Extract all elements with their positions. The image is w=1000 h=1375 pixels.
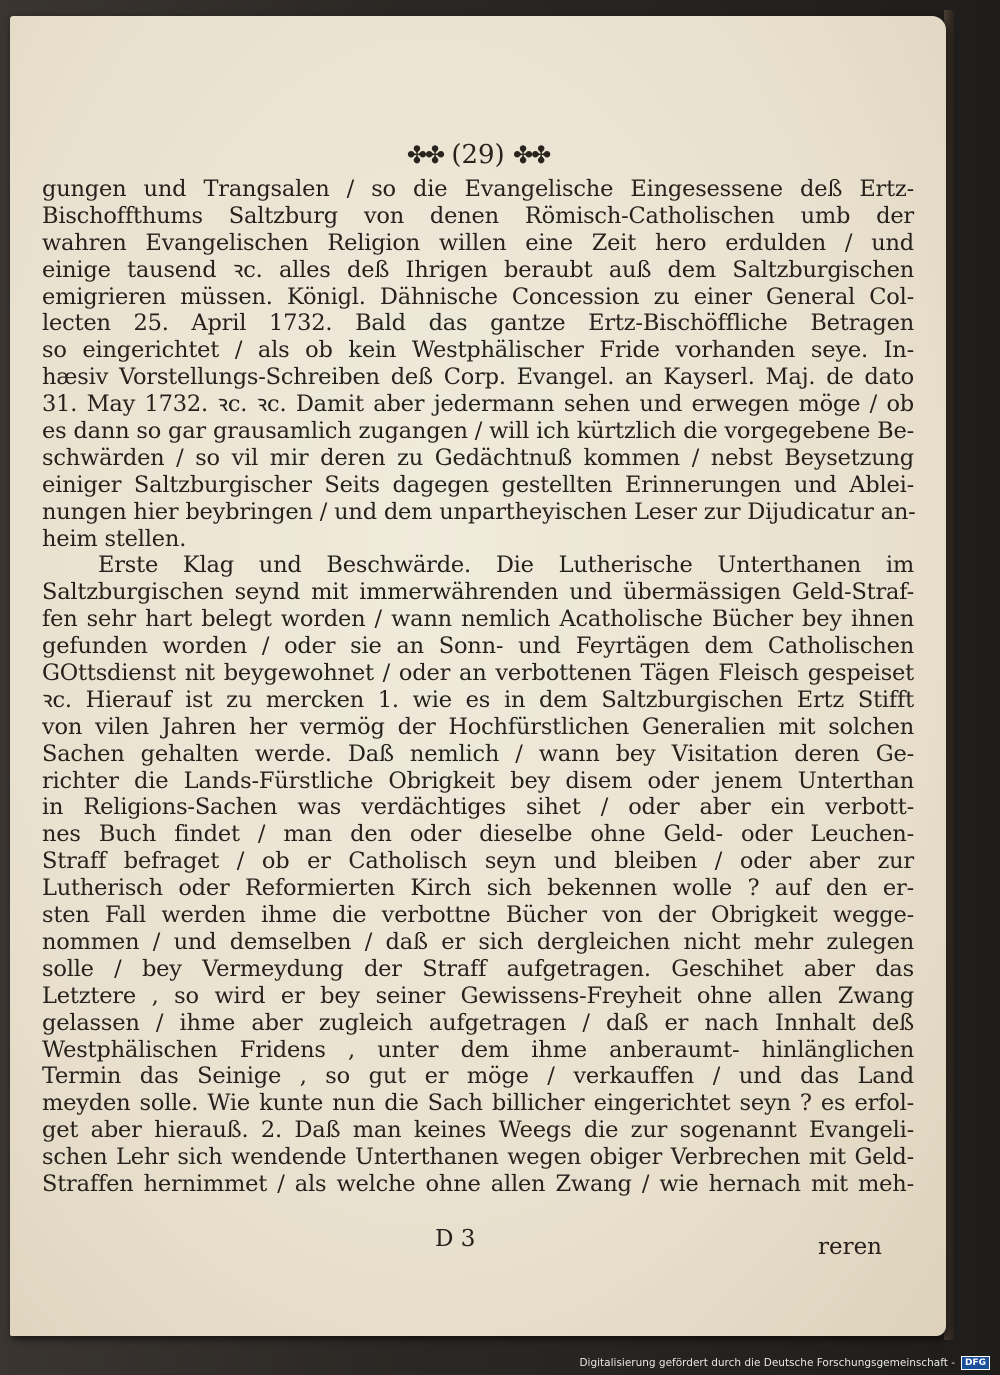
ornament-right-icon: ✤✤ <box>512 141 550 169</box>
text-line: gelassen / ihme aber zugleich aufgetragen / daß er nach Innhalt deß <box>42 1009 914 1036</box>
text-line: solle / bey Vermeydung der Straff aufgetragen. Geschihet aber das <box>42 955 914 982</box>
text-line: Saltzburgischen seynd mit immerwährenden und übermässigen Geld-Straf- <box>42 579 914 606</box>
text-line: Straff befraget / ob er Catholisch seyn und bleiben / oder aber zur <box>42 848 914 875</box>
text-line: 31. May 1732. ꝛc. ꝛc. Damit aber jedermann sehen und erwegen möge / ob <box>42 391 914 418</box>
text-line: nungen hier beybringen / und dem unpartheyischen Leser zur Dijudicatur an- <box>42 498 916 525</box>
text-line: einige tausend ꝛc. alles deß Ihrigen beraubt auß dem Saltzburgischen <box>42 256 914 283</box>
text-line: es dann so gar grausamlich zugangen / will ich kürtzlich die vorgegebene Be- <box>42 418 914 445</box>
text-line: Straffen hernimmet / als welche ohne allen Zwang / wie hernach mit meh- <box>42 1170 914 1197</box>
text-line: nommen / und demselben / daß er sich dergleichen nicht mehr zulegen <box>42 928 914 955</box>
text-line: sten Fall werden ihme die verbottne Bücher von der Obrigkeit wegge- <box>42 902 914 929</box>
text-line: get aber hierauß. 2. Daß man keines Weegs die zur sogenannt Evangeli- <box>42 1117 914 1144</box>
text-line: richter die Lands-Fürstliche Obrigkeit bey disem oder jenem Unterthan <box>42 767 914 794</box>
page-number: (29) <box>451 140 505 170</box>
text-line: GOttsdienst nit beygewohnet / oder an verbottenen Tägen Fleisch gespeiset <box>42 660 914 687</box>
text-line: Westphälischen Fridens , unter dem ihme anberaumt- hinlänglichen <box>42 1036 914 1063</box>
text-line: Termin das Seinige , so gut er möge / verkauffen / und das Land <box>42 1063 914 1090</box>
ornament-left-icon: ✤✤ <box>406 141 444 169</box>
text-line: hæsiv Vorstellungs-Schreiben deß Corp. Evangel. an Kayserl. Maj. de dato <box>42 364 914 391</box>
page-footer <box>10 1226 946 1260</box>
credit-text: Digitalisierung gefördert durch die Deutsche Forschungsgemeinschaft - <box>579 1357 955 1369</box>
page-header <box>10 140 946 170</box>
text-line: heim stellen. <box>42 525 187 552</box>
text-line: schwärden / so vil mir deren zu Gedächtnuß kommen / nebst Beysetzung <box>42 444 914 471</box>
text-line: meyden solle. Wie kunte nun die Sach billicher eingerichtet seyn ? es erfol- <box>42 1090 914 1117</box>
dfg-logo: DFG <box>961 1356 990 1370</box>
section-heading-line: Erste Klag und Beschwärde. Die Lutherische Unterthanen im <box>98 552 914 579</box>
text-line: einiger Saltzburgischer Seits dagegen gestellten Erinnerungen und Ablei- <box>42 471 914 498</box>
text-line: ꝛc. Hierauf ist zu mercken 1. wie es in dem Saltzburgischen Ertz Stifft <box>42 686 914 713</box>
text-line: Lutherisch oder Reformierten Kirch sich bekennen wolle ? auf den er- <box>42 875 914 902</box>
text-line: nes Buch findet / man den oder dieselbe ohne Geld- oder Leuchen- <box>42 821 914 848</box>
text-line: lecten 25. April 1732. Bald das gantze Ertz-Bischöffliche Betragen <box>42 310 914 337</box>
text-line: gefunden worden / oder sie an Sonn- und Feyrtägen dem Catholischen <box>42 633 914 660</box>
text-line: schen Lehr sich wendende Unterthanen wegen obiger Verbrechen mit Geld- <box>42 1144 914 1171</box>
text-line: gungen und Trangsalen / so die Evangelische Eingesessene deß Ertz- <box>42 176 914 202</box>
text-line: fen sehr hart belegt worden / wann nemlich Acatholische Bücher bey ihnen <box>42 606 914 633</box>
text-line: so eingerichtet / als ob kein Westphälischer Fride vorhanden seye. In- <box>42 337 914 364</box>
text-line: in Religions-Sachen was verdächtiges sihet / oder aber ein verbott- <box>42 794 914 821</box>
text-line: Bischoffthums Saltzburg von denen Römisch-Catholischen umb der <box>42 202 914 229</box>
text-line: emigrieren müssen. Königl. Dähnische Concession zu einer General Col- <box>42 283 914 310</box>
text-line: Sachen gehalten werde. Daß nemlich / wann bey Visitation deren Ge- <box>42 740 914 767</box>
signature-mark: D 3 <box>435 1226 476 1252</box>
text-line: wahren Evangelischen Religion willen eine Zeit hero erdulden / und <box>42 229 914 256</box>
book-page <box>10 16 946 1336</box>
text-line: von vilen Jahren her vermög der Hochfürstlichen Generalien mit solchen <box>42 713 914 740</box>
catchword: reren <box>817 1234 882 1260</box>
digitization-credit <box>579 1356 990 1370</box>
text-line: Letztere , so wird er bey seiner Gewissens-Freyheit ohne allen Zwang <box>42 982 914 1009</box>
body-text <box>42 176 914 1198</box>
